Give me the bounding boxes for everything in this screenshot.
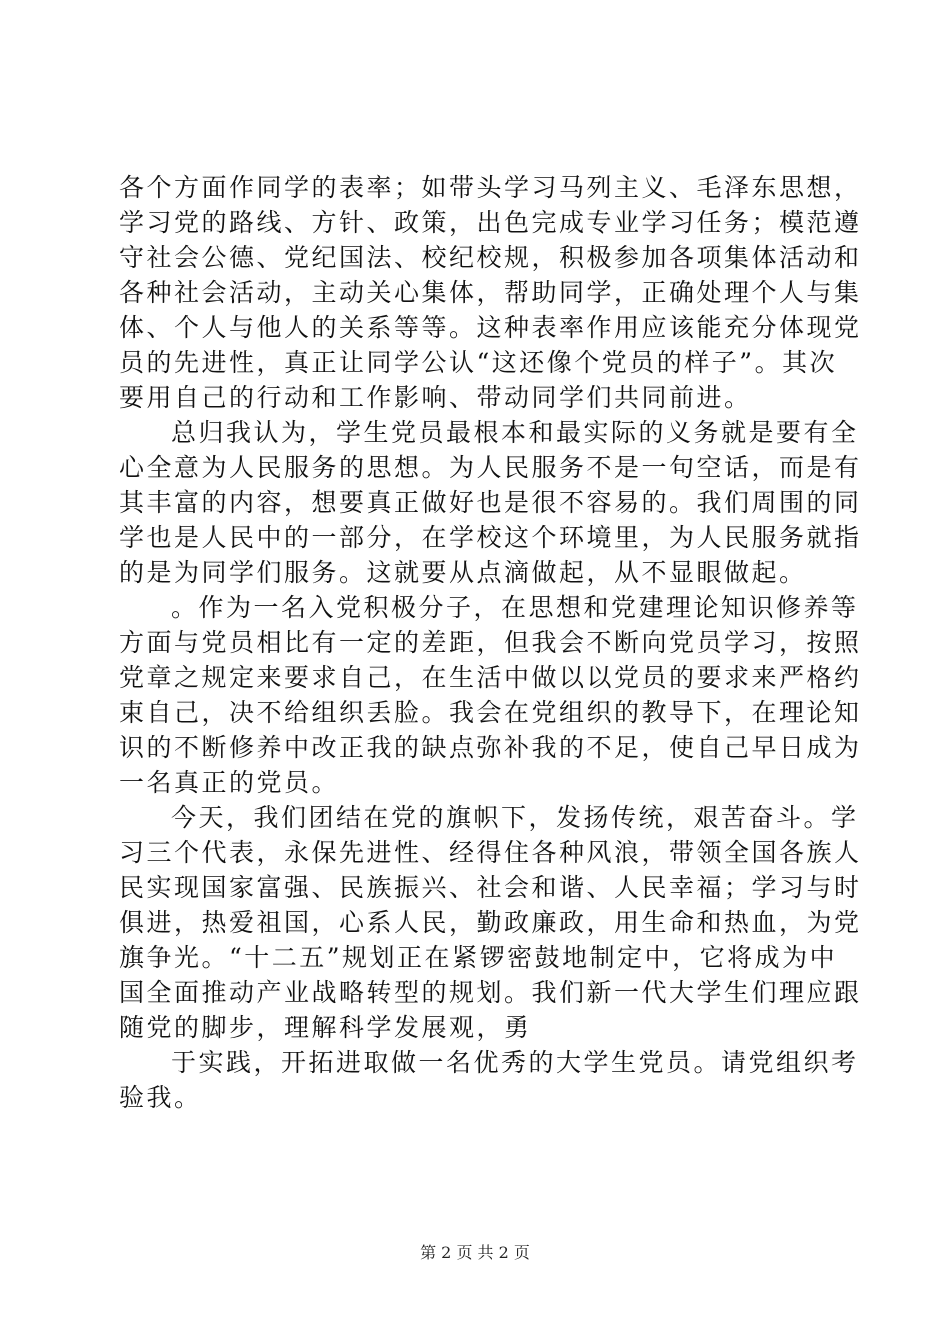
text-line: 俱进，热爱祖国，心系人民，勤政廉政，用生命和热血，为党 (119, 908, 862, 937)
text-line: 心全意为人民服务的思想。为人民服务不是一句空话，而是有 (119, 453, 862, 482)
text-line: 党章之规定来要求自己，在生活中做以以党员的要求来严格约 (119, 663, 862, 692)
paragraph (119, 800, 862, 1045)
text-line: 于实践，开拓进取做一名优秀的大学生党员。请党组织考 (171, 1048, 859, 1077)
text-line: 的是为同学们服务。这就要从点滴做起，从不显眼做起。 (119, 558, 807, 587)
text-line: 一名真正的党员。 (119, 768, 340, 797)
page-footer (0, 1243, 950, 1263)
text-line: 验我。 (119, 1083, 202, 1112)
text-line: 其丰富的内容，想要真正做好也是很不容易的。我们周围的同 (119, 488, 862, 517)
text-line: 总归我认为，学生党员最根本和最实际的义务就是要有全 (171, 418, 859, 447)
text-line: 体、个人与他人的关系等等。这种表率作用应该能充分体现党 (119, 313, 862, 342)
text-line: 旗争光。“十二五”规划正在紧锣密鼓地制定中，它将成为中 (119, 943, 838, 972)
text-line: 学习党的路线、方针、政策，出色完成专业学习任务；模范遵 (119, 208, 862, 237)
text-line: 束自己，决不给组织丢脸。我会在党组织的教导下，在理论知 (119, 698, 862, 727)
paragraph (119, 415, 862, 590)
text-line: 学也是人民中的一部分，在学校这个环境里，为人民服务就指 (119, 523, 862, 552)
text-line: 各个方面作同学的表率；如带头学习马列主义、毛泽东思想， (119, 173, 862, 202)
page-number: 第 2 页 共 2 页 (420, 1243, 530, 1262)
text-line: 随党的脚步，理解科学发展观，勇 (119, 1013, 532, 1042)
text-line: 习三个代表，永保先进性、经得住各种风浪，带领全国各族人 (119, 838, 862, 867)
text-line: 各种社会活动，主动关心集体，帮助同学，正确处理个人与集 (119, 278, 862, 307)
text-line: 民实现国家富强、民族振兴、社会和谐、人民幸福；学习与时 (119, 873, 862, 902)
paragraph (119, 1045, 859, 1115)
text-line: 员的先进性，真正让同学公认“这还像个党员的样子”。其次 (119, 348, 838, 377)
text-line: 今天，我们团结在党的旗帜下，发扬传统，艰苦奋斗。学 (171, 803, 859, 832)
paragraph (119, 170, 862, 415)
text-line: 守社会公德、党纪国法、校纪校规，积极参加各项集体活动和 (119, 243, 862, 272)
paragraph (119, 590, 862, 800)
text-line: 国全面推动产业战略转型的规划。我们新一代大学生们理应跟 (119, 978, 862, 1007)
text-line: 识的不断修养中改正我的缺点弥补我的不足，使自己早日成为 (119, 733, 862, 762)
document-body (119, 170, 862, 1115)
text-line: 要用自己的行动和工作影响、带动同学们共同前进。 (119, 383, 752, 412)
text-line: 方面与党员相比有一定的差距，但我会不断向党员学习，按照 (119, 628, 862, 657)
text-line: 。作为一名入党积极分子，在思想和党建理论知识修养等 (171, 593, 859, 622)
